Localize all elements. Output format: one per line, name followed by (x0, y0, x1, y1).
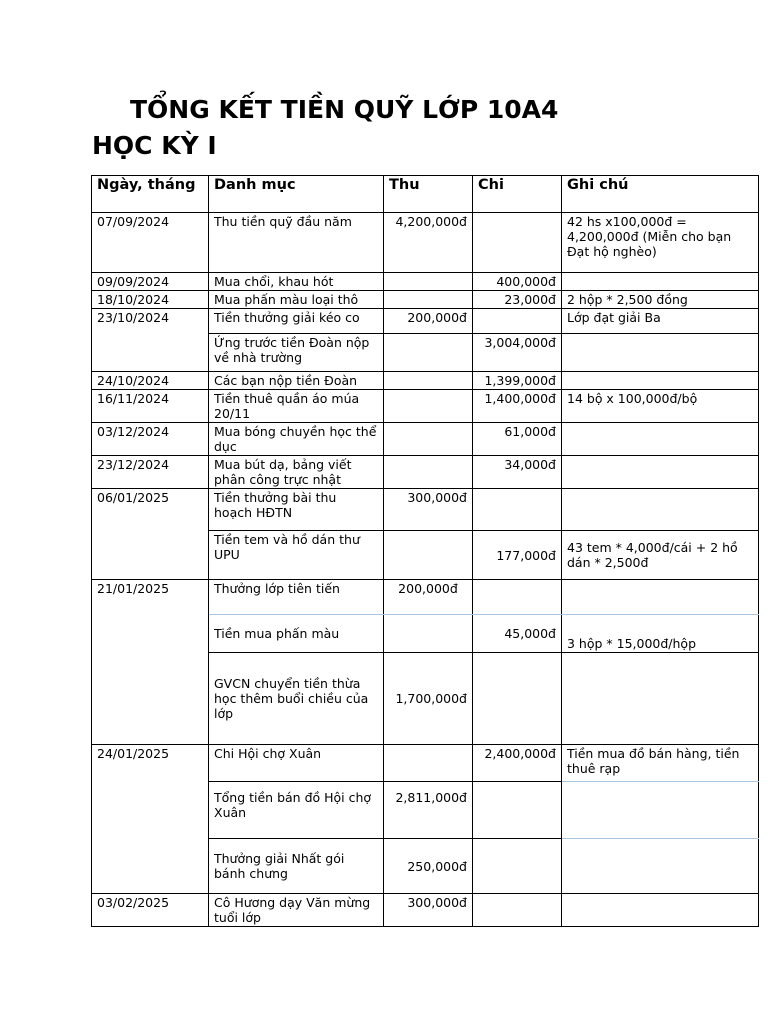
cell-expense (473, 489, 562, 531)
cell-category: Thu tiền quỹ đầu năm (209, 213, 384, 273)
cell-note (562, 334, 759, 372)
cell-category: Mua bóng chuyền học thể dục (209, 423, 384, 456)
cell-category: Các bạn nộp tiền Đoàn (209, 372, 384, 390)
cell-note (562, 423, 759, 456)
cell-income (384, 531, 473, 580)
cell-date: 24/01/2025 (92, 745, 209, 782)
cell-expense: 1,400,000đ (473, 390, 562, 423)
cell-expense (473, 309, 562, 334)
cell-note (562, 839, 759, 894)
cell-category: Ứng trước tiền Đoàn nộp về nhà trường (209, 334, 384, 372)
cell-note: 42 hs x100,000đ = 4,200,000đ (Miễn cho bạn Đạt hộ nghèo) (562, 213, 759, 273)
title-line-2: HỌC KỲ I (92, 131, 217, 160)
table-row (92, 334, 759, 372)
cell-expense (473, 782, 562, 839)
cell-category: Mua phấn màu loại thô (209, 291, 384, 309)
cell-income (384, 291, 473, 309)
cell-expense: 177,000đ (473, 531, 562, 580)
table-row (92, 745, 759, 782)
cell-category: Tiền tem và hồ dán thư UPU (209, 531, 384, 580)
cell-expense: 34,000đ (473, 456, 562, 489)
cell-expense: 61,000đ (473, 423, 562, 456)
table-row (92, 291, 759, 309)
cell-category: Tiền thuê quần áo múa 20/11 (209, 390, 384, 423)
cell-note: Lớp đạt giải Ba (562, 309, 759, 334)
table-row (92, 372, 759, 390)
cell-income: 200,000đ (384, 580, 473, 615)
cell-income: 1,700,000đ (384, 653, 473, 745)
cell-note (562, 456, 759, 489)
cell-income: 4,200,000đ (384, 213, 473, 273)
cell-date: 23/12/2024 (92, 456, 209, 489)
cell-income (384, 334, 473, 372)
cell-expense (473, 839, 562, 894)
cell-note: Tiền mua đồ bán hàng, tiền thuê rạp (562, 745, 759, 782)
cell-date (92, 839, 209, 894)
cell-date: 24/10/2024 (92, 372, 209, 390)
fund-summary-table (91, 175, 759, 927)
cell-income: 2,811,000đ (384, 782, 473, 839)
table-row (92, 580, 759, 615)
cell-note (562, 372, 759, 390)
cell-income: 300,000đ (384, 894, 473, 927)
cell-date (92, 782, 209, 839)
table-row (92, 489, 759, 531)
cell-category: Mua chổi, khau hót (209, 273, 384, 291)
cell-expense: 23,000đ (473, 291, 562, 309)
cell-expense: 1,399,000đ (473, 372, 562, 390)
cell-expense (473, 213, 562, 273)
cell-category: Tiền mua phấn màu (209, 615, 384, 653)
cell-date: 03/12/2024 (92, 423, 209, 456)
cell-note: 2 hộp * 2,500 đồng (562, 291, 759, 309)
cell-date: 07/09/2024 (92, 213, 209, 273)
cell-income: 200,000đ (384, 309, 473, 334)
cell-expense (473, 580, 562, 615)
cell-note (562, 273, 759, 291)
cell-date (92, 334, 209, 372)
cell-income (384, 273, 473, 291)
cell-note (562, 782, 759, 839)
cell-expense: 3,004,000đ (473, 334, 562, 372)
cell-date: 21/01/2025 (92, 580, 209, 615)
cell-date: 23/10/2024 (92, 309, 209, 334)
cell-category: Thưởng giải Nhất gói bánh chưng (209, 839, 384, 894)
table-row (92, 423, 759, 456)
table-row (92, 782, 759, 839)
cell-note: 43 tem * 4,000đ/cái + 2 hồ dán * 2,500đ (562, 531, 759, 580)
title-line-1: TỔNG KẾT TIỀN QUỸ LỚP 10A4 (130, 95, 559, 124)
cell-category: Chi Hội chợ Xuân (209, 745, 384, 782)
table-row (92, 653, 759, 745)
table-row (92, 390, 759, 423)
header-category: Danh mục (209, 176, 384, 213)
cell-date: 03/02/2025 (92, 894, 209, 927)
cell-income: 300,000đ (384, 489, 473, 531)
cell-note (562, 580, 759, 615)
cell-category: Cô Hương dạy Văn mừng tuổi lớp (209, 894, 384, 927)
cell-category: Thưởng lớp tiên tiến (209, 580, 384, 615)
cell-category: Mua bút dạ, bảng viết phân công trực nhật (209, 456, 384, 489)
cell-expense: 2,400,000đ (473, 745, 562, 782)
cell-note: 14 bộ x 100,000đ/bộ (562, 390, 759, 423)
cell-note (562, 489, 759, 531)
cell-expense: 400,000đ (473, 273, 562, 291)
cell-date: 06/01/2025 (92, 489, 209, 531)
cell-income (384, 372, 473, 390)
header-date: Ngày, tháng (92, 176, 209, 213)
cell-category: Tổng tiền bán đồ Hội chợ Xuân (209, 782, 384, 839)
cell-note (562, 894, 759, 927)
header-income: Thu (384, 176, 473, 213)
table-row (92, 213, 759, 273)
table-row (92, 615, 759, 653)
cell-category: Tiền thưởng giải kéo co (209, 309, 384, 334)
cell-date (92, 615, 209, 653)
cell-income (384, 745, 473, 782)
cell-income (384, 390, 473, 423)
cell-income (384, 456, 473, 489)
table-row (92, 456, 759, 489)
table-row (92, 309, 759, 334)
cell-income: 250,000đ (384, 839, 473, 894)
header-expense: Chi (473, 176, 562, 213)
cell-note (562, 653, 759, 745)
table-row (92, 273, 759, 291)
cell-expense: 45,000đ (473, 615, 562, 653)
header-note: Ghi chú (562, 176, 759, 213)
cell-category: Tiền thưởng bài thu hoạch HĐTN (209, 489, 384, 531)
cell-income (384, 423, 473, 456)
cell-expense (473, 653, 562, 745)
page-title (92, 92, 558, 164)
table-row (92, 531, 759, 580)
cell-income (384, 615, 473, 653)
table-row (92, 839, 759, 894)
cell-note: 3 hộp * 15,000đ/hộp (562, 615, 759, 653)
table-header-row (92, 176, 759, 213)
cell-date: 16/11/2024 (92, 390, 209, 423)
cell-date (92, 653, 209, 745)
cell-expense (473, 894, 562, 927)
cell-date: 18/10/2024 (92, 291, 209, 309)
cell-date: 09/09/2024 (92, 273, 209, 291)
cell-category: GVCN chuyển tiền thừa học thêm buổi chiều của lớp (209, 653, 384, 745)
cell-date (92, 531, 209, 580)
table-row (92, 894, 759, 927)
